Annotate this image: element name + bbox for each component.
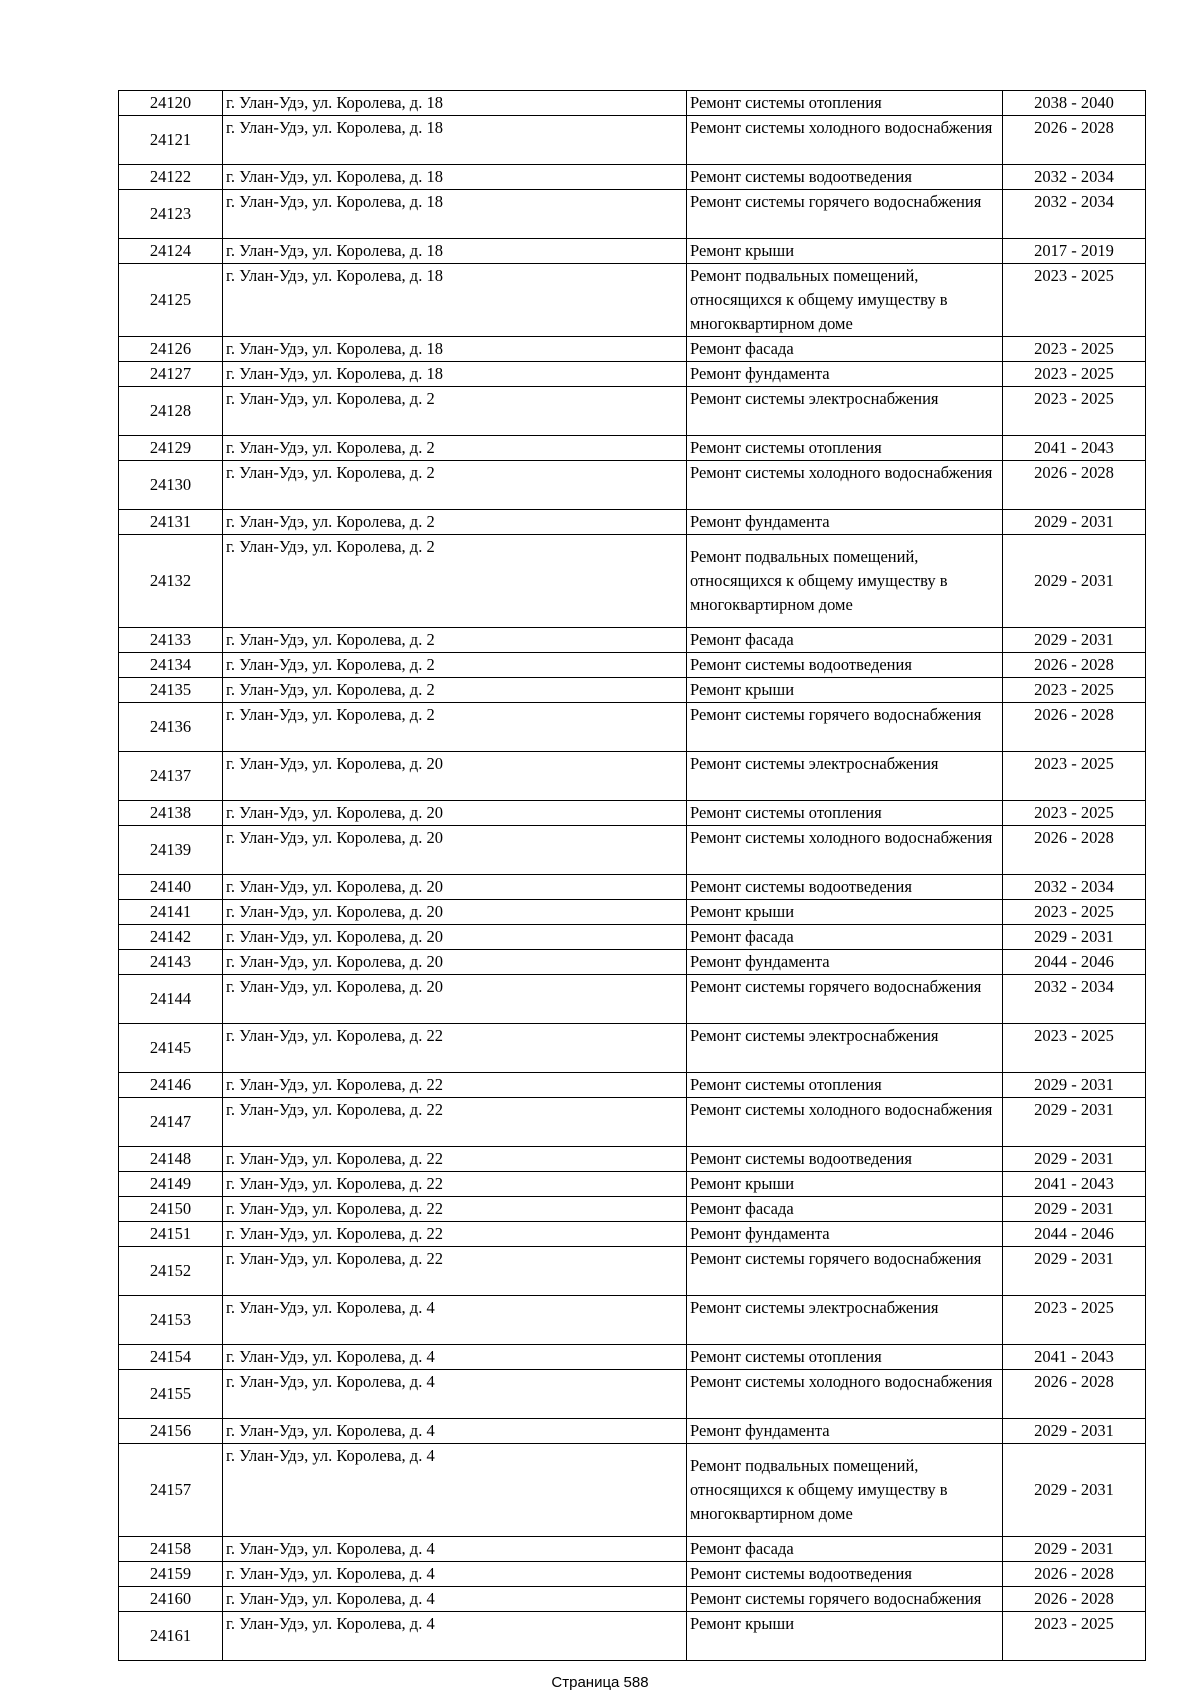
table-row [119,264,1146,337]
work-type-cell: Ремонт фасада [687,1537,1003,1562]
table-row [119,1073,1146,1098]
table-row [119,950,1146,975]
address-cell: г. Улан-Удэ, ул. Королева, д. 18 [223,362,687,387]
row-id-cell: 24154 [119,1345,223,1370]
work-type-cell: Ремонт крыши [687,239,1003,264]
row-id-cell: 24121 [119,116,223,165]
address-cell: г. Улан-Удэ, ул. Королева, д. 4 [223,1370,687,1419]
table-row [119,1370,1146,1419]
work-type-cell: Ремонт системы отопления [687,436,1003,461]
address-cell: г. Улан-Удэ, ул. Королева, д. 4 [223,1587,687,1612]
work-type-cell: Ремонт фундамента [687,1419,1003,1444]
row-id-cell: 24134 [119,653,223,678]
period-cell: 2023 - 2025 [1003,900,1146,925]
row-id-cell: 24159 [119,1562,223,1587]
table-row [119,116,1146,165]
period-cell: 2029 - 2031 [1003,925,1146,950]
table-row [119,1562,1146,1587]
row-id-cell: 24129 [119,436,223,461]
period-cell: 2029 - 2031 [1003,535,1146,628]
address-cell: г. Улан-Удэ, ул. Королева, д. 18 [223,165,687,190]
work-type-cell: Ремонт системы холодного водоснабжения [687,1370,1003,1419]
work-type-cell: Ремонт системы холодного водоснабжения [687,116,1003,165]
work-type-cell: Ремонт системы отопления [687,91,1003,116]
row-id-cell: 24142 [119,925,223,950]
work-type-cell: Ремонт системы холодного водоснабжения [687,826,1003,875]
work-type-cell: Ремонт системы электроснабжения [687,387,1003,436]
address-cell: г. Улан-Удэ, ул. Королева, д. 4 [223,1419,687,1444]
row-id-cell: 24141 [119,900,223,925]
work-type-cell: Ремонт системы горячего водоснабжения [687,975,1003,1024]
row-id-cell: 24135 [119,678,223,703]
work-type-cell: Ремонт системы водоотведения [687,875,1003,900]
work-type-cell: Ремонт системы горячего водоснабжения [687,703,1003,752]
work-type-cell: Ремонт фундамента [687,950,1003,975]
row-id-cell: 24133 [119,628,223,653]
period-cell: 2029 - 2031 [1003,1444,1146,1537]
period-cell: 2023 - 2025 [1003,387,1146,436]
row-id-cell: 24120 [119,91,223,116]
table-row [119,1098,1146,1147]
repair-schedule-table [118,90,1146,1661]
period-cell: 2023 - 2025 [1003,264,1146,337]
address-cell: г. Улан-Удэ, ул. Королева, д. 2 [223,628,687,653]
row-id-cell: 24137 [119,752,223,801]
address-cell: г. Улан-Удэ, ул. Королева, д. 2 [223,535,687,628]
work-type-cell: Ремонт фасада [687,337,1003,362]
address-cell: г. Улан-Удэ, ул. Королева, д. 2 [223,653,687,678]
address-cell: г. Улан-Удэ, ул. Королева, д. 20 [223,875,687,900]
table-row [119,1345,1146,1370]
period-cell: 2029 - 2031 [1003,1147,1146,1172]
row-id-cell: 24151 [119,1222,223,1247]
work-type-cell: Ремонт фундамента [687,362,1003,387]
period-cell: 2029 - 2031 [1003,628,1146,653]
row-id-cell: 24158 [119,1537,223,1562]
table-row [119,535,1146,628]
work-type-cell: Ремонт системы отопления [687,1345,1003,1370]
period-cell: 2032 - 2034 [1003,975,1146,1024]
work-type-cell: Ремонт крыши [687,1172,1003,1197]
table-row [119,337,1146,362]
period-cell: 2023 - 2025 [1003,1296,1146,1345]
table-row [119,1147,1146,1172]
work-type-cell: Ремонт подвальных помещений, относящихся к общему имуществу в многоквартирном доме [687,535,1003,628]
work-type-cell: Ремонт системы горячего водоснабжения [687,1247,1003,1296]
period-cell: 2023 - 2025 [1003,362,1146,387]
work-type-cell: Ремонт системы отопления [687,801,1003,826]
work-type-cell: Ремонт системы водоотведения [687,165,1003,190]
work-type-cell: Ремонт системы водоотведения [687,653,1003,678]
row-id-cell: 24145 [119,1024,223,1073]
period-cell: 2026 - 2028 [1003,461,1146,510]
address-cell: г. Улан-Удэ, ул. Королева, д. 22 [223,1024,687,1073]
address-cell: г. Улан-Удэ, ул. Королева, д. 20 [223,801,687,826]
table-row [119,436,1146,461]
work-type-cell: Ремонт системы водоотведения [687,1562,1003,1587]
period-cell: 2029 - 2031 [1003,510,1146,535]
period-cell: 2026 - 2028 [1003,653,1146,678]
address-cell: г. Улан-Удэ, ул. Королева, д. 2 [223,703,687,752]
table-row [119,190,1146,239]
table-row [119,1419,1146,1444]
address-cell: г. Улан-Удэ, ул. Королева, д. 4 [223,1612,687,1661]
period-cell: 2041 - 2043 [1003,1172,1146,1197]
address-cell: г. Улан-Удэ, ул. Королева, д. 2 [223,678,687,703]
period-cell: 2026 - 2028 [1003,1562,1146,1587]
address-cell: г. Улан-Удэ, ул. Королева, д. 22 [223,1147,687,1172]
table-row [119,1222,1146,1247]
work-type-cell: Ремонт крыши [687,1612,1003,1661]
table-row [119,1612,1146,1661]
row-id-cell: 24122 [119,165,223,190]
work-type-cell: Ремонт фундамента [687,1222,1003,1247]
table-row [119,678,1146,703]
address-cell: г. Улан-Удэ, ул. Королева, д. 20 [223,752,687,801]
address-cell: г. Улан-Удэ, ул. Королева, д. 4 [223,1444,687,1537]
row-id-cell: 24155 [119,1370,223,1419]
work-type-cell: Ремонт системы холодного водоснабжения [687,461,1003,510]
address-cell: г. Улан-Удэ, ул. Королева, д. 18 [223,337,687,362]
table-row [119,91,1146,116]
period-cell: 2029 - 2031 [1003,1197,1146,1222]
table-row [119,165,1146,190]
period-cell: 2029 - 2031 [1003,1247,1146,1296]
address-cell: г. Улан-Удэ, ул. Королева, д. 22 [223,1247,687,1296]
period-cell: 2029 - 2031 [1003,1537,1146,1562]
row-id-cell: 24161 [119,1612,223,1661]
row-id-cell: 24143 [119,950,223,975]
row-id-cell: 24153 [119,1296,223,1345]
table-row [119,752,1146,801]
row-id-cell: 24136 [119,703,223,752]
table-row [119,387,1146,436]
row-id-cell: 24140 [119,875,223,900]
period-cell: 2026 - 2028 [1003,826,1146,875]
period-cell: 2023 - 2025 [1003,801,1146,826]
row-id-cell: 24128 [119,387,223,436]
period-cell: 2032 - 2034 [1003,165,1146,190]
row-id-cell: 24138 [119,801,223,826]
address-cell: г. Улан-Удэ, ул. Королева, д. 2 [223,510,687,535]
row-id-cell: 24131 [119,510,223,535]
row-id-cell: 24157 [119,1444,223,1537]
table-row [119,925,1146,950]
table-row [119,703,1146,752]
period-cell: 2017 - 2019 [1003,239,1146,264]
table-row [119,362,1146,387]
period-cell: 2023 - 2025 [1003,337,1146,362]
page-number: Страница 588 [551,1674,649,1691]
period-cell: 2026 - 2028 [1003,1370,1146,1419]
table-body [119,91,1146,1661]
table-row [119,628,1146,653]
period-cell: 2041 - 2043 [1003,1345,1146,1370]
period-cell: 2026 - 2028 [1003,1587,1146,1612]
period-cell: 2023 - 2025 [1003,752,1146,801]
row-id-cell: 24148 [119,1147,223,1172]
row-id-cell: 24132 [119,535,223,628]
table-row [119,1537,1146,1562]
work-type-cell: Ремонт крыши [687,678,1003,703]
work-type-cell: Ремонт фасада [687,925,1003,950]
work-type-cell: Ремонт фундамента [687,510,1003,535]
address-cell: г. Улан-Удэ, ул. Королева, д. 20 [223,900,687,925]
work-type-cell: Ремонт подвальных помещений, относящихся к общему имуществу в многоквартирном доме [687,264,1003,337]
address-cell: г. Улан-Удэ, ул. Королева, д. 22 [223,1172,687,1197]
period-cell: 2032 - 2034 [1003,190,1146,239]
table-row [119,975,1146,1024]
address-cell: г. Улан-Удэ, ул. Королева, д. 18 [223,264,687,337]
row-id-cell: 24156 [119,1419,223,1444]
row-id-cell: 24123 [119,190,223,239]
address-cell: г. Улан-Удэ, ул. Королева, д. 4 [223,1296,687,1345]
address-cell: г. Улан-Удэ, ул. Королева, д. 18 [223,116,687,165]
period-cell: 2038 - 2040 [1003,91,1146,116]
table-row [119,1024,1146,1073]
table-row [119,1296,1146,1345]
address-cell: г. Улан-Удэ, ул. Королева, д. 22 [223,1197,687,1222]
table-row [119,875,1146,900]
row-id-cell: 24152 [119,1247,223,1296]
row-id-cell: 24147 [119,1098,223,1147]
table-row [119,900,1146,925]
address-cell: г. Улан-Удэ, ул. Королева, д. 22 [223,1222,687,1247]
address-cell: г. Улан-Удэ, ул. Королева, д. 18 [223,239,687,264]
row-id-cell: 24125 [119,264,223,337]
period-cell: 2023 - 2025 [1003,1024,1146,1073]
row-id-cell: 24149 [119,1172,223,1197]
table-row [119,461,1146,510]
row-id-cell: 24124 [119,239,223,264]
work-type-cell: Ремонт фасада [687,1197,1003,1222]
address-cell: г. Улан-Удэ, ул. Королева, д. 22 [223,1098,687,1147]
address-cell: г. Улан-Удэ, ул. Королева, д. 20 [223,925,687,950]
address-cell: г. Улан-Удэ, ул. Королева, д. 2 [223,461,687,510]
period-cell: 2026 - 2028 [1003,703,1146,752]
row-id-cell: 24127 [119,362,223,387]
work-type-cell: Ремонт системы горячего водоснабжения [687,190,1003,239]
address-cell: г. Улан-Удэ, ул. Королева, д. 4 [223,1345,687,1370]
table-row [119,1197,1146,1222]
work-type-cell: Ремонт системы электроснабжения [687,1296,1003,1345]
table-row [119,1247,1146,1296]
table-row [119,1444,1146,1537]
row-id-cell: 24130 [119,461,223,510]
work-type-cell: Ремонт системы холодного водоснабжения [687,1098,1003,1147]
work-type-cell: Ремонт системы электроснабжения [687,752,1003,801]
address-cell: г. Улан-Удэ, ул. Королева, д. 18 [223,91,687,116]
work-type-cell: Ремонт системы отопления [687,1073,1003,1098]
address-cell: г. Улан-Удэ, ул. Королева, д. 20 [223,975,687,1024]
row-id-cell: 24150 [119,1197,223,1222]
address-cell: г. Улан-Удэ, ул. Королева, д. 2 [223,387,687,436]
address-cell: г. Улан-Удэ, ул. Королева, д. 20 [223,950,687,975]
period-cell: 2023 - 2025 [1003,678,1146,703]
table-row [119,653,1146,678]
row-id-cell: 24144 [119,975,223,1024]
work-type-cell: Ремонт системы горячего водоснабжения [687,1587,1003,1612]
address-cell: г. Улан-Удэ, ул. Королева, д. 20 [223,826,687,875]
work-type-cell: Ремонт фасада [687,628,1003,653]
address-cell: г. Улан-Удэ, ул. Королева, д. 2 [223,436,687,461]
address-cell: г. Улан-Удэ, ул. Королева, д. 4 [223,1562,687,1587]
table-row [119,826,1146,875]
table-row [119,1172,1146,1197]
period-cell: 2044 - 2046 [1003,950,1146,975]
table-row [119,239,1146,264]
table-row [119,510,1146,535]
row-id-cell: 24126 [119,337,223,362]
period-cell: 2026 - 2028 [1003,116,1146,165]
address-cell: г. Улан-Удэ, ул. Королева, д. 22 [223,1073,687,1098]
work-type-cell: Ремонт системы электроснабжения [687,1024,1003,1073]
table-row [119,801,1146,826]
period-cell: 2041 - 2043 [1003,436,1146,461]
work-type-cell: Ремонт системы водоотведения [687,1147,1003,1172]
table-row [119,1587,1146,1612]
period-cell: 2029 - 2031 [1003,1073,1146,1098]
work-type-cell: Ремонт крыши [687,900,1003,925]
row-id-cell: 24160 [119,1587,223,1612]
address-cell: г. Улан-Удэ, ул. Королева, д. 4 [223,1537,687,1562]
period-cell: 2032 - 2034 [1003,875,1146,900]
row-id-cell: 24139 [119,826,223,875]
period-cell: 2023 - 2025 [1003,1612,1146,1661]
address-cell: г. Улан-Удэ, ул. Королева, д. 18 [223,190,687,239]
period-cell: 2044 - 2046 [1003,1222,1146,1247]
period-cell: 2029 - 2031 [1003,1098,1146,1147]
row-id-cell: 24146 [119,1073,223,1098]
work-type-cell: Ремонт подвальных помещений, относящихся к общему имуществу в многоквартирном доме [687,1444,1003,1537]
period-cell: 2029 - 2031 [1003,1419,1146,1444]
